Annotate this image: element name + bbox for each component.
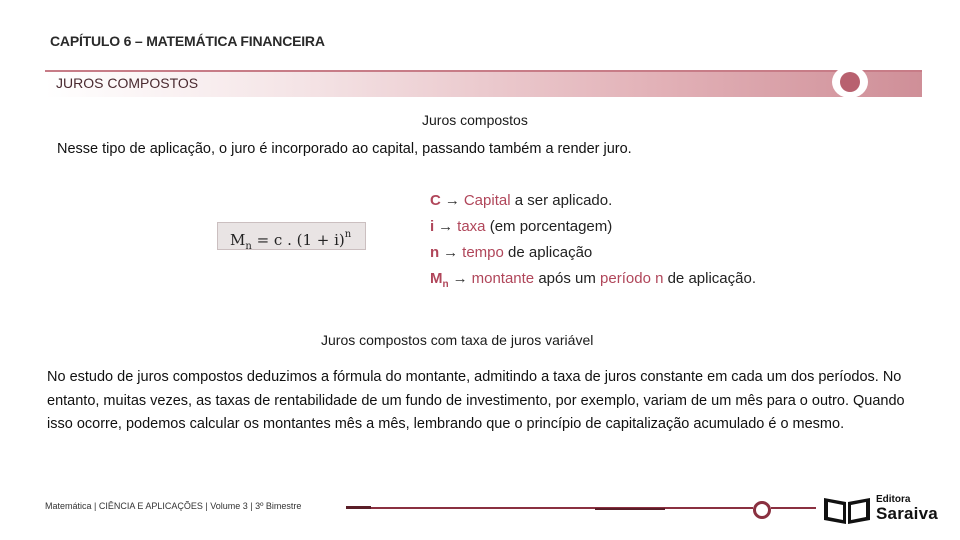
footer-divider-tail <box>771 507 816 509</box>
legend-symbol: i <box>430 218 435 235</box>
formula-rhs: = c . (1 + i) <box>251 231 345 249</box>
legend-desc: de aplicação <box>503 244 593 261</box>
section-title: JUROS COMPOSTOS <box>56 75 199 91</box>
formula-lhs: M <box>230 231 246 249</box>
legend-desc: de aplicação. <box>663 270 756 287</box>
footer-divider <box>346 507 753 509</box>
body-paragraph: No estudo de juros compostos deduzimos a fórmula do montante, admitindo a taxa de juros constante em cada um dos períodos. No entanto, muitas vezes, as taxas de rentabilidade de um fundo de investimento, por exemplo, variam de um mês para o outro. Quando isso ocorre, podemos calcular os montantes mês a mês, lembrando que o princípio de capitalização acumulado é o mesmo. <box>47 369 905 432</box>
legend-desc: a ser aplicado. <box>510 192 613 209</box>
legend-symbol-sub: n <box>442 279 449 290</box>
legend-term: montante <box>471 270 535 287</box>
logo-editora: Editora <box>876 494 911 505</box>
legend-term-periodo: período n <box>600 270 664 287</box>
intro-text: Nesse tipo de aplicação, o juro é incorporado ao capital, passando também a render juro. <box>57 141 632 157</box>
book-icon <box>822 492 874 526</box>
legend-term: taxa <box>457 218 486 235</box>
arrow-icon: → <box>438 218 454 235</box>
formula-exponent: n <box>344 229 352 240</box>
legend-desc: após um <box>534 270 601 287</box>
legend-symbol: M <box>430 270 443 287</box>
footer-caption: Matemática | CIÊNCIA E APLICAÇÕES | Volume 3 | 3º Bimestre <box>45 501 302 511</box>
legend-symbol: C <box>430 192 441 209</box>
formula-box <box>217 222 366 250</box>
formula-lhs-sub: n <box>245 241 252 252</box>
chapter-title: CAPÍTULO 6 – MATEMÁTICA FINANCEIRA <box>50 33 325 49</box>
subtitle-taxa-variavel: Juros compostos com taxa de juros variável <box>321 332 594 348</box>
subtitle-juros-compostos: Juros compostos <box>422 112 528 128</box>
arrow-icon: → <box>443 244 459 261</box>
publisher-logo <box>822 492 942 526</box>
legend-symbol: n <box>430 244 440 261</box>
variable-legend <box>430 188 756 298</box>
logo-saraiva: Saraiva <box>876 504 938 523</box>
legend-item-taxa <box>430 214 756 240</box>
footer-circle-icon <box>753 501 771 519</box>
legend-item-capital <box>430 188 756 214</box>
legend-item-tempo <box>430 240 756 266</box>
legend-term: tempo <box>462 244 504 261</box>
arrow-icon: → <box>444 192 460 209</box>
footer-divider-start <box>346 506 371 509</box>
legend-term: Capital <box>463 192 511 209</box>
banner-dot-icon <box>840 72 860 92</box>
arrow-icon: → <box>452 270 468 287</box>
legend-desc: (em porcentagem) <box>485 218 613 235</box>
legend-item-montante <box>430 266 756 298</box>
footer-divider-accent <box>595 508 665 510</box>
